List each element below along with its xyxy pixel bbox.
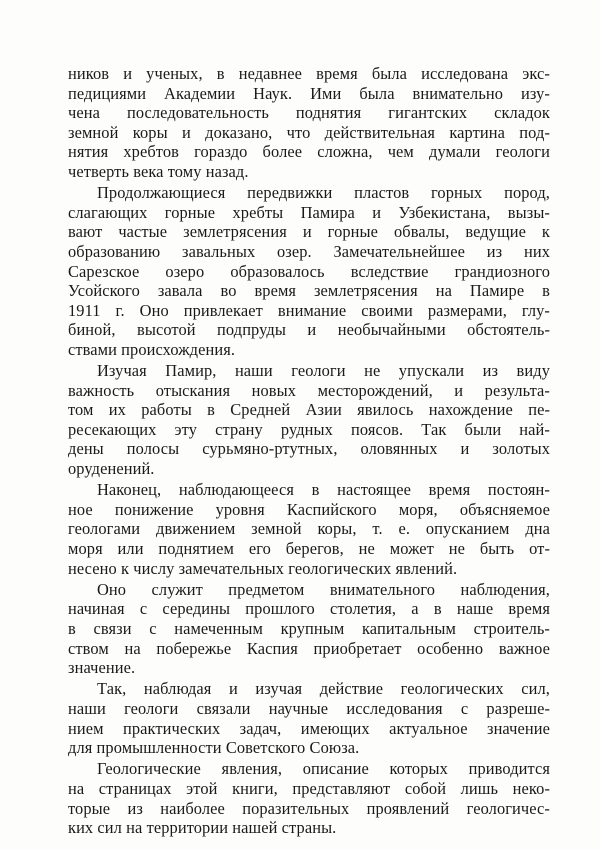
text-line: нятия хребтов гораздо более сложна, чем думали геологи	[68, 142, 550, 162]
text-line: земной коры и доказано, что действительная картина под-	[68, 122, 550, 142]
text-line: биной, высотой подпруды и необычайными обстоятель-	[68, 320, 550, 340]
text-line: ством на побережье Каспия приобретает особенно важное	[68, 638, 550, 658]
text-line: оруденений.	[68, 459, 155, 479]
text-line: ких сил на территории нашей страны.	[68, 818, 337, 838]
text-line: 1911 г. Оно привлекает внимание своими размерами, глу-	[68, 300, 550, 320]
body-text	[68, 64, 550, 839]
paragraph-7	[68, 759, 550, 837]
text-line: на страницах этой книги, представляют собой лишь неко-	[68, 778, 550, 798]
text-line: геологами движением земной коры, т. е. опусканием дна	[68, 519, 550, 539]
text-line: педициями Академии Наук. Ими была внимательно изу-	[68, 83, 550, 103]
text-line: нием практических задач, имеющих актуальное значение	[68, 718, 550, 738]
text-line: Продолжающиеся передвижки пластов горных пород,	[97, 183, 550, 203]
text-line: торые из наиболее поразительных проявлений геологичес-	[68, 798, 550, 818]
text-line: наши геологи связали научные исследования с разреше-	[68, 698, 550, 718]
text-line: чена последовательность поднятия гигантских складок	[68, 103, 550, 123]
paragraph-6	[68, 679, 550, 757]
text-line: слагающих горные хребты Памира и Узбекистана, вызы-	[68, 202, 550, 222]
text-line: образованию завальных озер. Замечательнейшее из них	[68, 241, 550, 261]
text-line: ствами происхождения.	[68, 339, 236, 359]
text-line: четверть века тому назад.	[68, 161, 249, 181]
text-line: значение.	[68, 658, 136, 678]
text-line: ников и ученых, в недавнее время была исследована экс-	[68, 64, 550, 83]
text-line: дены полосы сурьмяно-ртутных, оловянных и золотых	[68, 439, 550, 459]
paragraph-1	[68, 64, 550, 182]
text-line: Так, наблюдая и изучая действие геологических сил,	[97, 679, 550, 699]
paragraph-2	[68, 183, 550, 359]
text-line: важность отыскания новых месторождений, и результа-	[68, 380, 550, 400]
text-line: Наконец, наблюдающееся в настоящее время постоян-	[97, 480, 550, 500]
text-line: том их работы в Средней Азии явилось нахождение пе-	[68, 400, 550, 420]
text-line: в связи с намеченным крупным капитальным строитель-	[68, 619, 550, 638]
text-line: Изучая Памир, наши геологи не упускали из виду	[97, 361, 550, 381]
text-line: ресекающих эту страну рудных поясов. Так были най-	[68, 419, 550, 439]
text-line: несено к числу замечательных геологических явлений.	[68, 558, 458, 578]
text-line: моря или поднятием его берегов, не может не быть от-	[68, 539, 550, 559]
text-line: Геологические явления, описание которых приводится	[97, 759, 550, 779]
text-line: начиная с середины прошлого столетия, а в наше время	[68, 599, 550, 619]
paragraph-4	[68, 480, 550, 578]
paragraph-5	[68, 580, 550, 678]
text-line: Сарезское озеро образовалось вследствие грандиозного	[68, 261, 550, 281]
text-line: Оно служит предметом внимательного наблюдения,	[97, 579, 550, 599]
text-line: ное понижение уровня Каспийского моря, объясняемое	[68, 499, 550, 519]
text-line: вают частые землетрясения и горные обвалы, ведущие к	[68, 222, 550, 242]
text-line: для промышленности Советского Союза.	[68, 738, 360, 758]
paragraph-3	[68, 361, 550, 479]
text-line: Усойского завала во время землетрясения на Памире в	[68, 281, 550, 301]
